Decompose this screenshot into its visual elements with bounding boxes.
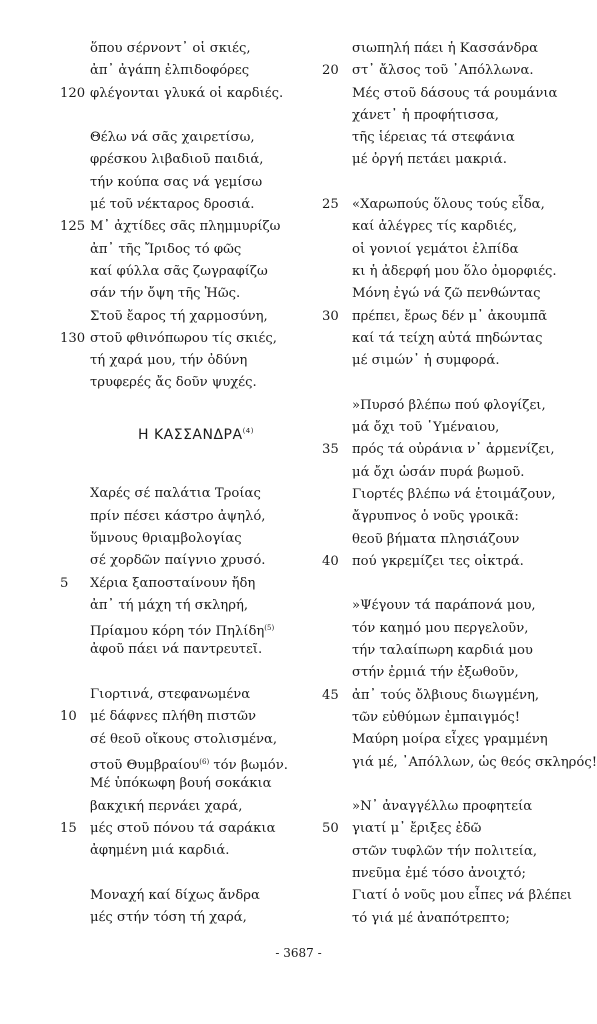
verse-text — [90, 907, 247, 929]
verse-text — [352, 885, 572, 907]
verse-text — [90, 885, 260, 907]
verse-text — [90, 216, 280, 238]
verse-line — [60, 216, 310, 238]
verse-text-content: γιά μέ, ᾽Απόλλων, ὡς θεός σκληρός! — [352, 754, 597, 770]
verse-text — [352, 306, 547, 328]
verse-line — [322, 863, 582, 885]
verse-line — [322, 729, 582, 751]
verse-line — [322, 506, 582, 528]
verse-text — [352, 283, 540, 305]
verse-text — [352, 818, 481, 840]
verse-text-content: ἀπ᾽ τῆς Ἴριδος τό φῶς — [90, 241, 242, 257]
verse-text-content: Μοναχή καί δίχως ἄνδρα — [90, 887, 260, 903]
verse-text — [352, 595, 536, 617]
verse-line — [322, 417, 582, 439]
verse-text — [90, 83, 283, 105]
verse-line — [322, 484, 582, 506]
verse-text-content: ἀφοῦ πάει νά παντρευτεῖ. — [90, 642, 263, 658]
verse-text-content: σάν τήν ὄψη τῆς Ἠῶς. — [90, 286, 241, 302]
footnote-marker: (5) — [264, 624, 275, 633]
stanza-break — [322, 573, 582, 595]
verse-text — [90, 818, 275, 840]
verse-line — [322, 38, 582, 60]
verse-text-content: βακχική περνάει χαρά, — [90, 798, 243, 814]
verse-line — [60, 729, 310, 751]
verse-text-content: Στοῦ ἔαρος τή χαρμοσύνη, — [90, 308, 268, 324]
verse-line — [322, 105, 582, 127]
verse-text-content: ἀπ᾽ τή μάχη τή σκληρή, — [90, 597, 249, 613]
stanza-break — [60, 662, 310, 684]
verse-text-content: στῶν τυφλῶν τήν πολιτεία, — [352, 843, 538, 859]
verse-line — [322, 306, 582, 328]
verse-text-content: καί φύλλα σᾶς ζωγραφίζω — [90, 263, 268, 279]
verse-text-content: μέ τοῦ νέκταρος δροσιά. — [90, 197, 255, 213]
verse-line — [322, 127, 582, 149]
verse-text — [90, 483, 261, 505]
verse-text — [90, 283, 240, 305]
verse-text — [352, 662, 519, 684]
verse-text — [352, 908, 510, 930]
verse-text-content: »Ψέγουν τά παράπονά μου, — [352, 598, 536, 614]
verse-text-content: οἱ γονιοί γεμάτοι ἐλπίδα — [352, 241, 519, 257]
verse-text — [90, 239, 241, 261]
line-number: 35 — [322, 442, 339, 458]
verse-line — [322, 395, 582, 417]
verse-text — [352, 529, 519, 551]
verse-text — [352, 239, 519, 261]
verse-line — [322, 328, 582, 350]
verse-text-content: τῶν εὐθύμων ἐμπαιγμός! — [352, 709, 521, 725]
poem-title-text: Η ΚΑΣΣΑΝΔΡΑ — [138, 427, 243, 444]
verse-text — [90, 306, 268, 328]
verse-text — [352, 328, 542, 350]
verse-line — [60, 506, 310, 528]
verse-text-content: σέ θεοῦ οἴκους στολισμένα, — [90, 731, 278, 747]
verse-text — [90, 639, 262, 661]
verse-text-content: φρέσκου λιβαδιοῦ παιδιά, — [90, 152, 264, 168]
verse-text-content: πρίν πέσει κάστρο ἀψηλό, — [90, 508, 266, 524]
verse-line — [60, 595, 310, 617]
verse-text — [90, 773, 272, 795]
verse-text — [352, 38, 538, 60]
verse-text — [352, 439, 555, 461]
verse-line — [322, 551, 582, 573]
line-number: 15 — [60, 820, 77, 836]
verse-line — [60, 818, 310, 840]
verse-text-content: Χέρια ξαποσταίνουν ἤδη — [90, 575, 256, 591]
line-number: 45 — [322, 687, 339, 703]
verse-text-content: »Ν᾽ ἀναγγέλλω προφητεία — [352, 799, 533, 815]
verse-text-content: Μέ ὑπόκωφη βουή σοκάκια — [90, 776, 272, 792]
verse-line — [322, 818, 582, 840]
verse-text — [90, 350, 247, 372]
verse-text — [90, 38, 251, 60]
verse-text-content: Γιορτινά, στεφανωμένα — [90, 687, 251, 703]
verse-text-content: Μαύρη μοίρα εἶχες γραμμένη — [352, 732, 548, 748]
verse-text — [90, 506, 265, 528]
verse-text-content: μές στήν τόση τή χαρά, — [90, 909, 247, 925]
verse-text-content: »Πυρσό βλέπω πού φλογίζει, — [352, 397, 546, 413]
verse-text-content: μά ὄχι τοῦ ῾Υμέναιου, — [352, 420, 500, 436]
verse-text — [90, 550, 265, 572]
verse-line — [322, 908, 582, 930]
verse-text — [90, 573, 255, 595]
verse-text-content: ὕμνους θριαμβολογίας — [90, 530, 242, 546]
verse-text — [90, 706, 256, 728]
verse-text-content: πρέπει, ἔρως δέν μ᾽ ἀκουμπᾶ — [352, 308, 548, 324]
verse-line — [322, 595, 582, 617]
verse-text-content: καί ἀλέγρες τίς καρδιές, — [352, 219, 518, 235]
verse-line — [60, 127, 310, 149]
verse-text-content: μέ ὀργή πετάει μακριά. — [352, 152, 507, 168]
verse-text — [352, 484, 556, 506]
verse-text-content: πρός τά οὐράνια ν᾽ ἁρμενίζει, — [352, 442, 555, 458]
verse-line — [60, 38, 310, 60]
verse-line — [60, 372, 310, 394]
verse-line — [60, 149, 310, 171]
verse-text-content: ἀπ᾽ ἀγάπη ἐλπιδοφόρες — [90, 63, 250, 79]
verse-line — [60, 261, 310, 283]
verse-text — [352, 194, 545, 216]
verse-text — [352, 105, 499, 127]
verse-text — [352, 462, 524, 484]
verse-text — [352, 216, 517, 238]
line-number: 125 — [60, 219, 86, 235]
verse-text-content: μά ὄχι ὡσάν πυρά βωμοῦ. — [352, 464, 525, 480]
verse-text-content: μέ δάφνες πλήθη πιστῶν — [90, 709, 256, 725]
verse-text — [90, 194, 255, 216]
verse-line — [60, 573, 310, 595]
verse-line — [322, 216, 582, 238]
verse-text-content: στοῦ Θυμβραίου — [90, 757, 200, 773]
verse-text — [352, 60, 534, 82]
verse-line — [60, 773, 310, 795]
stanza-break — [322, 172, 582, 194]
verse-line — [60, 306, 310, 328]
verse-line — [60, 684, 310, 706]
line-number: 25 — [322, 197, 339, 213]
verse-line — [322, 462, 582, 484]
verse-line — [322, 640, 582, 662]
verse-text — [352, 551, 524, 573]
verse-text-content: θεοῦ βήματα πλησιάζουν — [352, 531, 520, 547]
right-column — [322, 38, 597, 930]
verse-text — [352, 752, 597, 774]
verse-text-content: Πρίαμου κόρη τόν Πηλίδη — [90, 624, 265, 640]
verse-line — [322, 239, 582, 261]
verse-text-content: τήν ταλαίπωρη καρδιά μου — [352, 643, 533, 659]
verse-text — [90, 595, 248, 617]
verse-line — [60, 907, 310, 929]
line-number: 40 — [322, 553, 339, 569]
verse-text-content: τή χαρά μου, τήν ὀδύνη — [90, 353, 248, 369]
verse-line — [322, 685, 582, 707]
verse-text-content: στοῦ φθινόπωρου τίς σκιές, — [90, 330, 277, 346]
stanza-break — [60, 862, 310, 884]
verse-line — [60, 796, 310, 818]
stanza-break — [60, 395, 310, 417]
verse-line — [60, 350, 310, 372]
verse-text-content: Μ᾽ ἀχτίδες σᾶς πλημμυρίζω — [90, 219, 281, 235]
verse-line — [322, 350, 582, 372]
verse-text-content: τήν κούπα σας νά γεμίσω — [90, 174, 263, 190]
verse-text — [90, 149, 263, 171]
verse-line — [322, 662, 582, 684]
stanza-break — [322, 372, 582, 394]
verse-line — [322, 194, 582, 216]
verse-line — [60, 328, 310, 350]
verse-text — [90, 528, 242, 550]
verse-line — [322, 529, 582, 551]
verse-text-content: γιατί μ᾽ ἔριξες ἐδῶ — [352, 821, 482, 837]
verse-text — [352, 149, 507, 171]
verse-text-content: μέ σιμών᾽ ἡ συμφορά. — [352, 353, 500, 369]
verse-text — [90, 840, 230, 862]
verse-line — [322, 439, 582, 461]
stanza-break — [60, 461, 310, 483]
verse-text-content: ἀφημένη μιά καρδιά. — [90, 843, 230, 859]
stanza-break — [60, 105, 310, 127]
verse-line — [60, 706, 310, 728]
verse-line — [60, 172, 310, 194]
verse-text-content: πνεῦμα ἐμέ τόσο ἀνοιχτό; — [352, 865, 526, 881]
verse-line — [322, 618, 582, 640]
line-number: 120 — [60, 85, 86, 101]
verse-line — [322, 83, 582, 105]
verse-text — [352, 863, 526, 885]
poem-title — [138, 427, 254, 443]
verse-text-content: ἄγρυπνος ὁ νοῦς γροικᾶ: — [352, 509, 519, 525]
verse-text — [352, 796, 532, 818]
verse-text — [352, 127, 515, 149]
verse-text — [352, 350, 500, 372]
verse-text-content: κι ἡ ἀδερφή μου ὅλο ὀμορφιές. — [352, 263, 557, 279]
verse-line — [60, 840, 310, 862]
verse-line — [60, 283, 310, 305]
verse-line — [322, 752, 597, 774]
footnote-marker: (6) — [199, 757, 210, 766]
verse-line — [322, 283, 582, 305]
verse-line — [60, 550, 310, 572]
verse-text-content: Μές στοῦ δάσους τά ρουμάνια — [352, 85, 558, 101]
verse-text-content: φλέγονται γλυκά οἱ καρδιές. — [90, 85, 284, 101]
verse-text-continued: τόν βωμόν. — [209, 757, 288, 773]
line-number: 130 — [60, 330, 86, 346]
verse-line — [60, 239, 310, 261]
verse-line — [60, 194, 310, 216]
verse-line — [60, 617, 310, 639]
verse-text-content: πού γκρεμίζει τες οἰκτρά. — [352, 553, 524, 569]
verse-text-content: στ᾽ ἄλσος τοῦ ᾽Απόλλωνα. — [352, 63, 534, 79]
line-number: 50 — [322, 821, 339, 837]
verse-text — [90, 261, 268, 283]
verse-text-content: Γιατί ὁ νοῦς μου εἶπες νά βλέπει — [352, 888, 572, 904]
verse-text — [90, 172, 262, 194]
verse-text — [352, 707, 520, 729]
verse-line — [322, 261, 582, 283]
verse-line — [322, 885, 582, 907]
verse-text-content: μές στοῦ πόνου τά σαράκια — [90, 820, 276, 836]
verse-text — [90, 729, 277, 751]
verse-text-content: σιωπηλή πάει ἡ Κασσάνδρα — [352, 41, 539, 56]
verse-text — [90, 127, 255, 149]
verse-text-content: τό γιά μέ ἀναπότρεπτο; — [352, 910, 510, 926]
verse-line — [60, 60, 310, 82]
verse-text — [352, 640, 533, 662]
verse-line — [60, 483, 310, 505]
verse-text-content: ἀπ᾽ τούς ὄλβιους διωγμένη, — [352, 687, 540, 703]
stanza-break — [322, 774, 582, 796]
verse-line — [322, 841, 582, 863]
verse-text — [352, 618, 528, 640]
verse-line — [322, 707, 582, 729]
verse-text-content: καί τά τείχη αὐτά πηδώντας — [352, 330, 543, 346]
verse-line — [60, 639, 310, 661]
verse-text-content: στήν ἐρμιά τήν ἐξωθοῦν, — [352, 665, 519, 681]
verse-text — [352, 506, 519, 528]
verse-line — [322, 149, 582, 171]
verse-text-content: Θέλω νά σᾶς χαιρετίσω, — [90, 130, 255, 146]
line-number: 20 — [322, 63, 339, 79]
verse-text — [352, 261, 557, 283]
verse-text — [352, 83, 557, 105]
verse-text-content: χάνετ᾽ ἡ προφήτισσα, — [352, 107, 499, 123]
verse-text — [352, 729, 548, 751]
verse-text-content: Μόνη ἐγώ νά ζῶ πενθώντας — [352, 286, 541, 302]
verse-text-content: τόν καημό μου περγελοῦν, — [352, 620, 529, 636]
verse-line — [322, 60, 582, 82]
line-number: 10 — [60, 709, 77, 725]
verse-text — [90, 372, 257, 394]
left-column — [60, 38, 310, 929]
verse-text-content: ὅπου σέρνοντ᾽ οἱ σκιές, — [90, 41, 251, 56]
verse-text-content: σέ χορδῶν παίγνιο χρυσό. — [90, 553, 266, 569]
verse-text — [90, 60, 249, 82]
verse-text — [90, 328, 277, 350]
verse-line — [60, 751, 310, 773]
verse-text-content: Γιορτές βλέπω νά ἑτοιμάζουν, — [352, 486, 556, 502]
page-number: - 3687 - — [275, 946, 322, 960]
verse-line — [60, 83, 310, 105]
verse-text-content: Χαρές σέ παλάτια Τροίας — [90, 486, 261, 502]
line-number: 30 — [322, 308, 339, 324]
verse-line — [60, 528, 310, 550]
footnote-marker: (4) — [242, 427, 254, 436]
verse-line — [60, 885, 310, 907]
poem-title-row — [60, 417, 310, 461]
verse-text — [90, 684, 250, 706]
verse-text — [90, 796, 242, 818]
verse-line — [322, 796, 582, 818]
verse-text — [352, 685, 539, 707]
verse-text-content: «Χαρωπούς ὅλους τούς εἶδα, — [352, 197, 545, 213]
verse-text — [352, 395, 546, 417]
verse-text-content: τρυφερές ἄς δοῦν ψυχές. — [90, 375, 257, 391]
verse-text — [352, 841, 537, 863]
verse-text — [352, 417, 499, 439]
verse-text-content: τῆς ἱέρειας τά στεφάνια — [352, 130, 515, 146]
line-number: 5 — [60, 575, 69, 591]
